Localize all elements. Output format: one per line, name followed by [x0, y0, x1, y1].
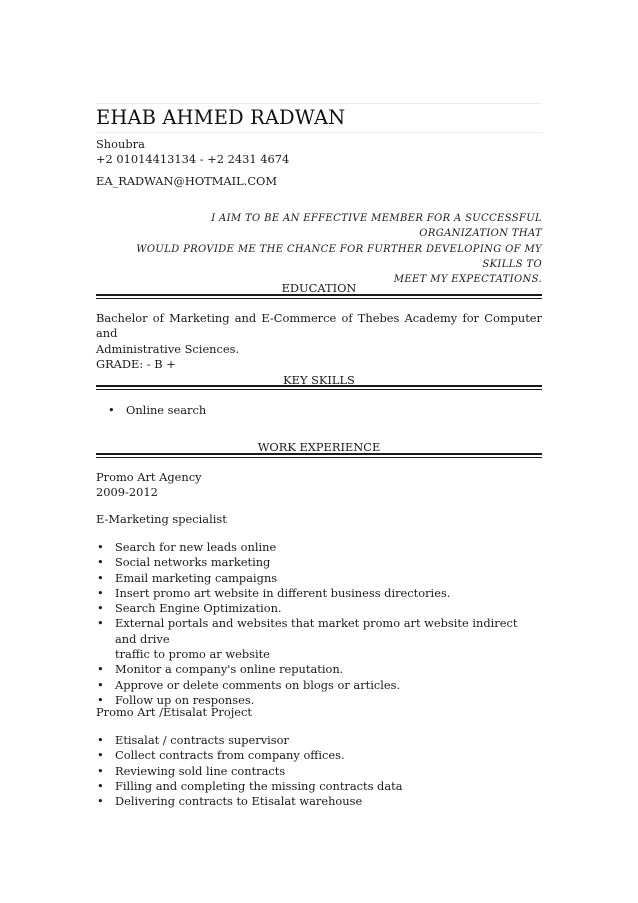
- list-item: • Search Engine Optimization.: [97, 601, 282, 616]
- bullet-icon: •: [97, 748, 104, 763]
- list-item: • Search for new leads online: [97, 540, 277, 554]
- header-name-rule: [96, 132, 542, 133]
- list-item: • Email marketing campaigns: [97, 570, 278, 585]
- objective-line: MEET MY EXPECTATIONS.: [393, 274, 542, 286]
- list-item: • Insert promo art website in different business directories.: [97, 585, 451, 600]
- degree-line: Administrative Sciences.: [96, 341, 240, 356]
- bullet-icon: •: [97, 733, 104, 747]
- duties-list: [96, 540, 542, 708]
- list-item: • Reviewing sold line contracts: [97, 763, 286, 778]
- header-top-rule: [96, 103, 542, 104]
- list-item: • Social networks marketing: [97, 555, 271, 570]
- project-duties-list: [96, 733, 542, 809]
- list-item: • Approve or delete comments on blogs or articles.: [97, 677, 401, 692]
- employment-period: 2009-2012: [96, 485, 158, 499]
- candidate-name: EHAB AHMED RADWAN: [96, 106, 346, 129]
- email-address: EA_RADWAN@HOTMAIL.COM: [96, 174, 278, 188]
- location: Shoubra: [96, 137, 145, 151]
- bullet-icon: •: [97, 692, 104, 707]
- education-details: [96, 311, 542, 372]
- list-item: • Online search: [108, 403, 207, 417]
- key-skills-heading: KEY SKILLS: [283, 373, 355, 387]
- degree-line: Bachelor of Marketing and E-Commerce of Thebes Academy for Computer and: [96, 311, 542, 341]
- objective-line: WOULD PROVIDE ME THE CHANCE FOR FURTHER DEVELOPING OF MY SKILLS TO: [136, 243, 542, 270]
- bullet-icon: •: [97, 662, 104, 677]
- company-name: Promo Art Agency: [96, 470, 202, 484]
- list-item: • Etisalat / contracts supervisor: [97, 733, 289, 747]
- bullet-icon: •: [108, 403, 115, 417]
- bullet-icon: •: [97, 677, 104, 692]
- list-item: • Delivering contracts to Etisalat warehouse: [97, 794, 363, 809]
- bullet-icon: •: [97, 570, 104, 585]
- work-experience-divider: [96, 453, 542, 458]
- bullet-icon: •: [97, 601, 104, 616]
- list-item: • Follow up on responses.: [97, 692, 255, 707]
- bullet-icon: •: [97, 763, 104, 778]
- list-item: • Filling and completing the missing contracts data: [97, 778, 403, 793]
- objective-line: I AIM TO BE AN EFFECTIVE MEMBER FOR A SUCCESSFUL ORGANIZATION THAT: [211, 213, 542, 240]
- list-item: • External portals and websites that market promo art website indirect and drive traffic to promo ar website: [97, 616, 518, 662]
- work-experience-heading: WORK EXPERIENCE: [257, 440, 381, 454]
- list-item: • Collect contracts from company offices.: [97, 748, 345, 763]
- grade: GRADE: - B +: [96, 356, 176, 371]
- education-divider: [96, 294, 542, 299]
- bullet-icon: •: [97, 540, 104, 554]
- career-objective: [120, 211, 542, 287]
- bullet-icon: •: [97, 778, 104, 793]
- bullet-icon: •: [97, 794, 104, 809]
- bullet-icon: •: [97, 555, 104, 570]
- project-name: Promo Art /Etisalat Project: [96, 705, 252, 719]
- bullet-icon: •: [97, 616, 104, 631]
- list-item: • Monitor a company's online reputation.: [97, 662, 344, 677]
- skills-list: [107, 403, 553, 418]
- job-title: E-Marketing specialist: [96, 512, 227, 526]
- bullet-icon: •: [97, 585, 104, 600]
- key-skills-divider: [96, 385, 542, 390]
- education-heading: EDUCATION: [281, 281, 357, 295]
- phone-numbers: +2 01014413134 - +2 2431 4674: [96, 152, 290, 166]
